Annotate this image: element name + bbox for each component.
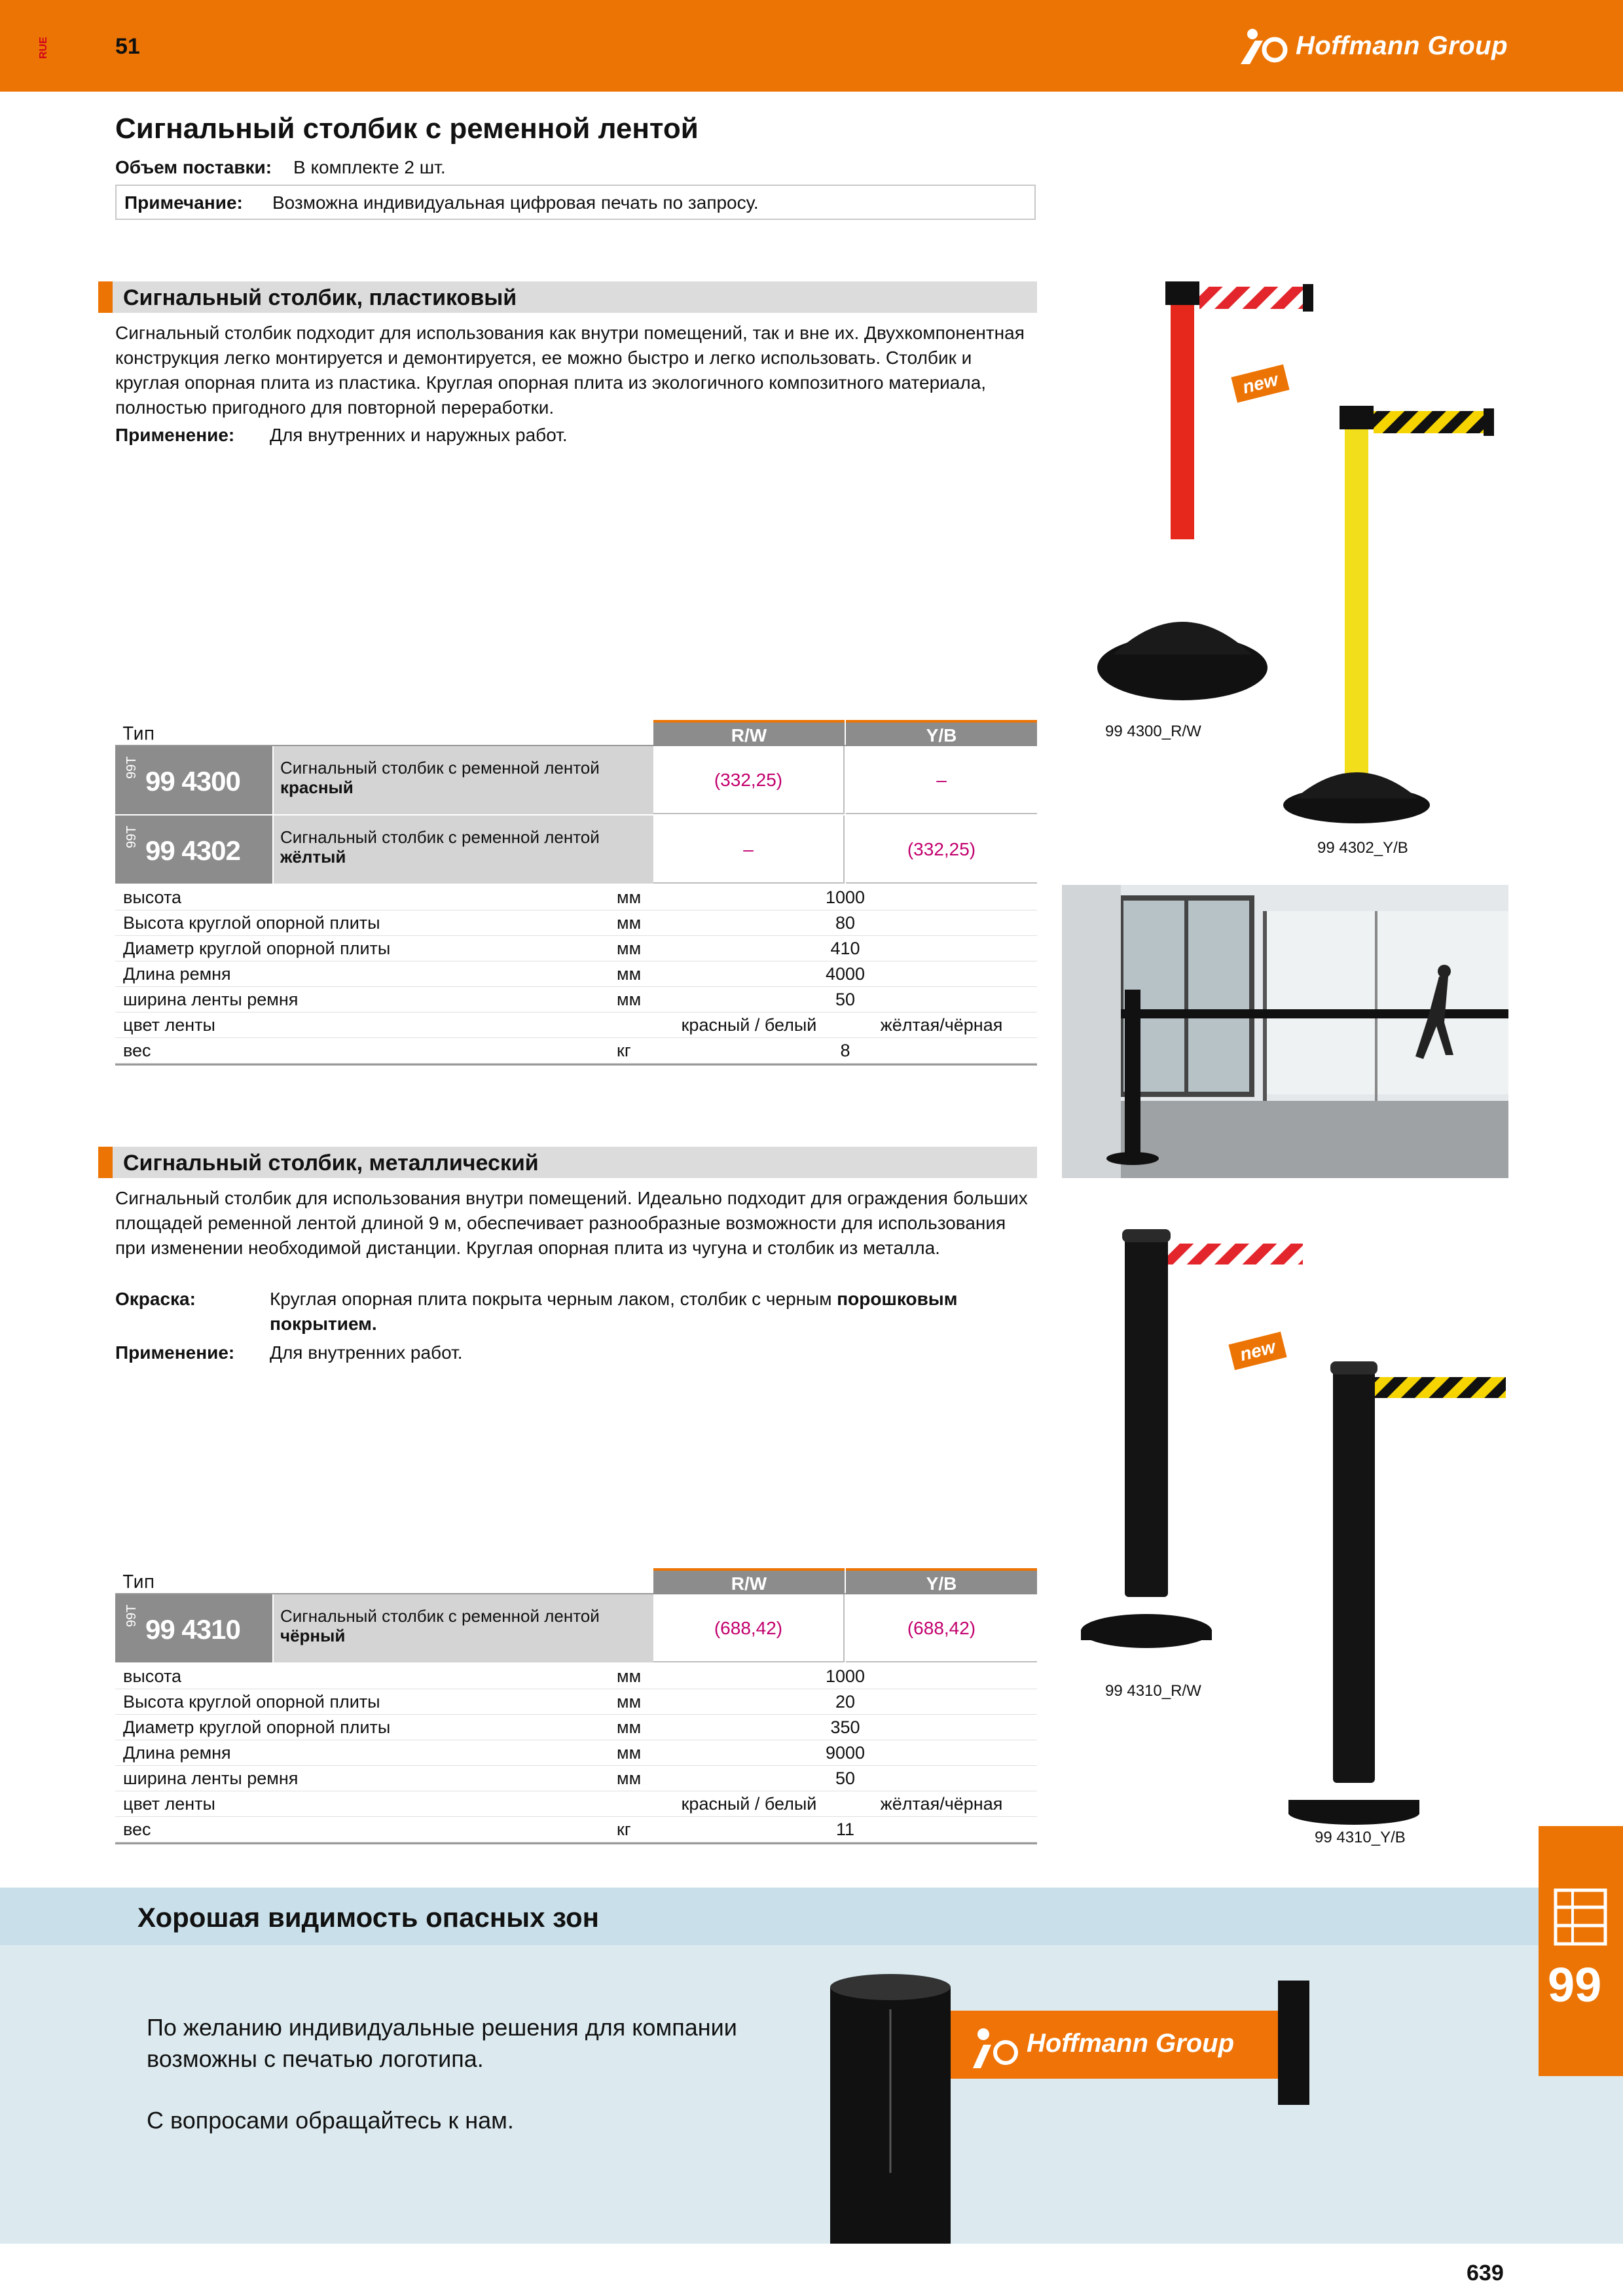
table-row bbox=[115, 746, 1037, 816]
catalog-prefix: 99T bbox=[124, 825, 139, 848]
brand-name: Hoffmann Group bbox=[1295, 31, 1508, 60]
black-metal-post-yb-image bbox=[1264, 1355, 1525, 1826]
belt-brand-text: Hoffmann Group bbox=[1027, 2029, 1235, 2058]
caption-994302: 99 4302_Y/B bbox=[1317, 839, 1408, 857]
product-description bbox=[274, 1594, 653, 1662]
paint-value-bold: порошковым покрытием. bbox=[270, 1289, 958, 1334]
type-label: Тип bbox=[123, 723, 155, 744]
col-yb: Y/B bbox=[846, 1568, 1037, 1594]
section2-description: Сигнальный столбик для использования внутри помещений. Идеально подходит для ограждения больших площадей ременной лентой длиной 9 м, обеспечивает разнообразные возможности для использования при изменении необходимой дистанции. Круглая опорная плита из чугуна и столбик из металла. bbox=[115, 1188, 1028, 1258]
section-number: 51 bbox=[115, 34, 140, 59]
section2-application bbox=[115, 1340, 1029, 1365]
section1-description: Сигнальный столбик подходит для использования как внутри помещений, так и вне их. Двухкомпонентная конструкция легко монтируется и демонтируется, ее можно быстро и легко использовать. Столбик и круглая опорная плита из пластика. Круглая опорная плита из экологичного композитного материала, полностью пригодного для повторной переработки. bbox=[115, 323, 1025, 418]
promo-title: Хорошая видимость опасных зон bbox=[137, 1902, 599, 1933]
section-marker bbox=[98, 1147, 113, 1178]
caption-994310-yb: 99 4310_Y/B bbox=[1315, 1829, 1406, 1846]
spec-row: Длина ремня мм 4000 bbox=[115, 961, 1037, 987]
region-tag: RUE bbox=[38, 37, 49, 59]
supply-value: В комплекте 2 шт. bbox=[293, 157, 446, 177]
spec-row: цвет ленты красный / белый жёлтая/чёрная bbox=[115, 1791, 1037, 1817]
product-code-cell bbox=[115, 816, 272, 884]
caption-994300: 99 4300_R/W bbox=[1105, 723, 1201, 740]
application-label: Применение: bbox=[115, 1342, 235, 1363]
new-badge-1: new bbox=[1231, 365, 1289, 403]
application-value: Для внутренних и наружных работ. bbox=[270, 425, 568, 445]
branded-belt-post-image bbox=[812, 1964, 1336, 2244]
col-rw: R/W bbox=[653, 720, 845, 746]
spec-row: Высота круглой опорной плиты мм 20 bbox=[115, 1689, 1037, 1715]
product-desc-text: Сигнальный столбик с ременной лентой bbox=[280, 758, 600, 778]
paint-label: Окраска: bbox=[115, 1289, 196, 1309]
type-label: Тип bbox=[123, 1571, 155, 1592]
spec-row: вес кг 11 bbox=[115, 1817, 1037, 1842]
spec-row: Высота круглой опорной плиты мм 80 bbox=[115, 910, 1037, 936]
promo-line-1: По желанию индивидуальные решения для компании bbox=[147, 2014, 737, 2041]
spec-row: цвет ленты красный / белый жёлтая/чёрная bbox=[115, 1013, 1037, 1038]
spec-row: Диаметр круглой опорной плиты мм 410 bbox=[115, 936, 1037, 961]
section2-heading-text: Сигнальный столбик, металлический bbox=[123, 1151, 539, 1175]
table-header bbox=[115, 720, 1037, 746]
catalog-prefix: 99T bbox=[124, 1604, 139, 1627]
product-code: 99 4310 bbox=[145, 1614, 240, 1645]
catalog-prefix: 99T bbox=[124, 756, 139, 779]
section1-heading-text: Сигнальный столбик, пластиковый bbox=[123, 285, 517, 310]
brand-logo bbox=[1241, 27, 1508, 64]
page-title: Сигнальный столбик с ременной лентой bbox=[115, 113, 699, 145]
supply-label: Объем поставки: bbox=[115, 157, 272, 177]
col-rw: R/W bbox=[653, 1568, 845, 1594]
application-value: Для внутренних работ. bbox=[270, 1342, 463, 1363]
section-marker bbox=[98, 281, 113, 313]
shelving-icon bbox=[1553, 1888, 1608, 1946]
product-desc-text: Сигнальный столбик с ременной лентой bbox=[280, 1606, 600, 1626]
product-code-cell bbox=[115, 1594, 272, 1662]
price-rw: (688,42) bbox=[653, 1594, 845, 1662]
office-scene-photo bbox=[1062, 885, 1508, 1178]
spec-row: ширина ленты ремня мм 50 bbox=[115, 1766, 1037, 1791]
spec-row: Диаметр круглой опорной плиты мм 350 bbox=[115, 1715, 1037, 1740]
page-number: 639 bbox=[1467, 2261, 1504, 2286]
paint-value bbox=[270, 1287, 1029, 1336]
spec-row: Длина ремня мм 9000 bbox=[115, 1740, 1037, 1766]
product-color: чёрный bbox=[280, 1626, 346, 1645]
section1-heading bbox=[98, 281, 1037, 313]
hoffmann-logo-icon bbox=[1241, 27, 1289, 64]
table-row bbox=[115, 1594, 1037, 1664]
application-label: Применение: bbox=[115, 425, 235, 445]
product-description bbox=[274, 816, 653, 884]
spec-row: вес кг 8 bbox=[115, 1038, 1037, 1064]
price-yb: (332,25) bbox=[846, 816, 1037, 884]
product-table-2 bbox=[115, 1568, 1037, 1844]
table-end-rule bbox=[115, 1842, 1037, 1844]
price-rw: – bbox=[653, 816, 845, 884]
product-description bbox=[274, 746, 653, 814]
product-code: 99 4300 bbox=[145, 766, 240, 797]
product-color: жёлтый bbox=[280, 847, 346, 867]
chapter-number: 99 bbox=[1548, 1958, 1602, 2012]
yellow-plastic-post-image bbox=[1270, 393, 1506, 825]
chapter-tab bbox=[1539, 1826, 1623, 2076]
note-box bbox=[115, 185, 1036, 220]
price-yb: (688,42) bbox=[846, 1594, 1037, 1662]
supply-row bbox=[115, 157, 446, 178]
product-color: красный bbox=[280, 778, 354, 797]
section1-application bbox=[115, 423, 1029, 448]
paint-value-text: Круглая опорная плита покрыта черным лаком, столбик с черным bbox=[270, 1289, 837, 1309]
spec-row: высота мм 1000 bbox=[115, 1664, 1037, 1689]
product-code: 99 4302 bbox=[145, 835, 240, 866]
price-rw: (332,25) bbox=[653, 746, 845, 814]
table-end-rule bbox=[115, 1064, 1037, 1066]
note-value: Возможна индивидуальная цифровая печать по запросу. bbox=[272, 192, 759, 213]
promo-line-2: возможны с печатью логотипа. bbox=[147, 2045, 484, 2072]
promo-line-3: С вопросами обращайтесь к нам. bbox=[147, 2107, 514, 2134]
caption-994310-rw: 99 4310_R/W bbox=[1105, 1682, 1201, 1700]
table-header bbox=[115, 1568, 1037, 1594]
office-scene-illustration bbox=[1062, 885, 1508, 1178]
note-label: Примечание: bbox=[124, 192, 243, 213]
section2-heading bbox=[98, 1147, 1037, 1178]
spec-row: высота мм 1000 bbox=[115, 885, 1037, 910]
col-yb: Y/B bbox=[846, 720, 1037, 746]
product-desc-text: Сигнальный столбик с ременной лентой bbox=[280, 827, 600, 847]
table-row bbox=[115, 816, 1037, 885]
product-table-1 bbox=[115, 720, 1037, 1066]
spec-row: ширина ленты ремня мм 50 bbox=[115, 987, 1037, 1013]
product-code-cell bbox=[115, 746, 272, 814]
section2-paint bbox=[115, 1287, 1029, 1336]
price-yb: – bbox=[846, 746, 1037, 814]
new-badge-2: new bbox=[1228, 1332, 1286, 1371]
